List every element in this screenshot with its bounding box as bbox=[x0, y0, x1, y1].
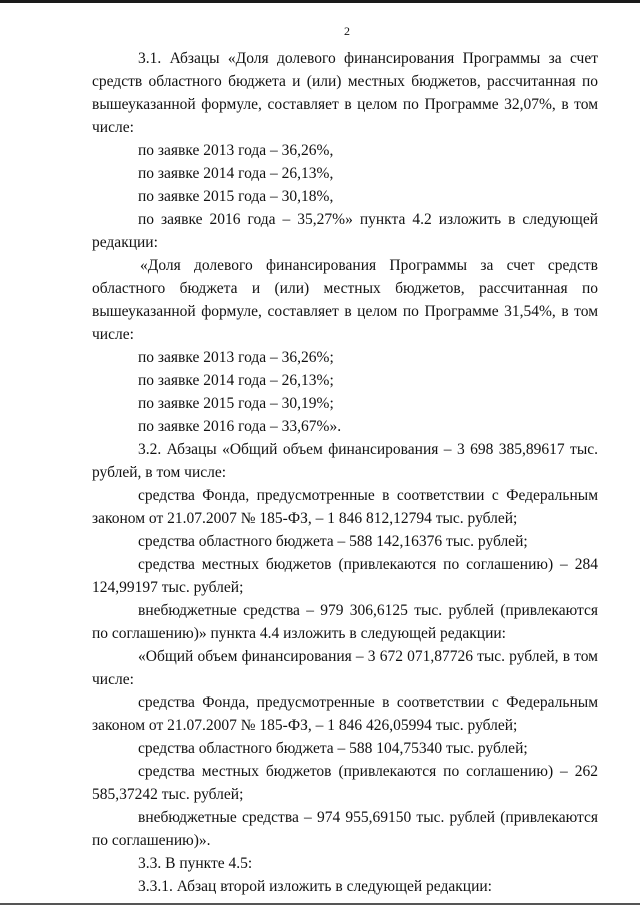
funding-local-old: средства местных бюджетов (привлекаются по соглашению) – 284 124,99197 тыс. рублей; bbox=[92, 556, 598, 596]
paragraph-3-3: 3.3. В пункте 4.5: bbox=[138, 855, 253, 872]
funding-regional-old: средства областного бюджета – 588 142,16376 тыс. рублей; bbox=[138, 533, 528, 550]
funding-extrabudget-old: внебюджетные средства – 979 306,6125 тыс. рублей (привлекаются по соглашению)» пункта 4.4 изложить в следующей редакции: bbox=[92, 602, 598, 642]
paragraph-3-2-new-wording: «Общий объем финансирования – 3 672 071,87726 тыс. рублей, в том числе: bbox=[92, 648, 598, 688]
scan-top-edge bbox=[0, 0, 640, 3]
paragraph-3-1-intro: 3.1. Абзацы «Доля долевого финансирования Программы за счет средств областного бюджета и (или) местных бюджетов, рассчитанная по вышеуказанной формуле, составляет в целом по Программе 32,07%, в том числе: bbox=[92, 50, 598, 136]
paragraph-3-1-new-wording: «Доля долевого финансирования Программы за счет средств областного бюджета и (или) местных бюджетов, рассчитанная по вышеуказанной формуле, составляет в целом по Программе 31,54%, в том числе: bbox=[92, 257, 598, 343]
list-item-2016-old: по заявке 2016 года – 35,27%» пункта 4.2 изложить в следующей редакции: bbox=[92, 211, 598, 251]
list-item-2015-new: по заявке 2015 года – 30,19%; bbox=[138, 395, 334, 412]
list-item-2016-new: по заявке 2016 года – 33,67%». bbox=[138, 418, 342, 435]
funding-fund-old: средства Фонда, предусмотренные в соответствии с Федеральным законом от 21.07.2007 № 185-ФЗ, – 1 846 812,12794 тыс. рублей; bbox=[92, 487, 598, 527]
document-body bbox=[92, 47, 598, 898]
list-item-2013-new: по заявке 2013 года – 36,26%; bbox=[138, 349, 334, 366]
list-item-2015-old: по заявке 2015 года – 30,18%, bbox=[138, 188, 334, 205]
funding-regional-new: средства областного бюджета – 588 104,75340 тыс. рублей; bbox=[138, 740, 528, 757]
page-number: 2 bbox=[344, 24, 350, 38]
list-item-2013-old: по заявке 2013 года – 36,26%, bbox=[138, 142, 334, 159]
funding-local-new: средства местных бюджетов (привлекаются по соглашению) – 262 585,37242 тыс. рублей; bbox=[92, 763, 598, 803]
funding-extrabudget-new: внебюджетные средства – 974 955,69150 тыс. рублей (привлекаются по соглашению)». bbox=[92, 809, 598, 849]
paragraph-3-3-1: 3.3.1. Абзац второй изложить в следующей редакции: bbox=[138, 878, 492, 895]
list-item-2014-new: по заявке 2014 года – 26,13%; bbox=[138, 372, 334, 389]
paragraph-3-2-intro: 3.2. Абзацы «Общий объем финансирования – 3 698 385,89617 тыс. рублей, в том числе: bbox=[92, 441, 598, 481]
funding-fund-new: средства Фонда, предусмотренные в соответствии с Федеральным законом от 21.07.2007 № 185-ФЗ, – 1 846 426,05994 тыс. рублей; bbox=[92, 694, 598, 734]
list-item-2014-old: по заявке 2014 года – 26,13%, bbox=[138, 165, 334, 182]
